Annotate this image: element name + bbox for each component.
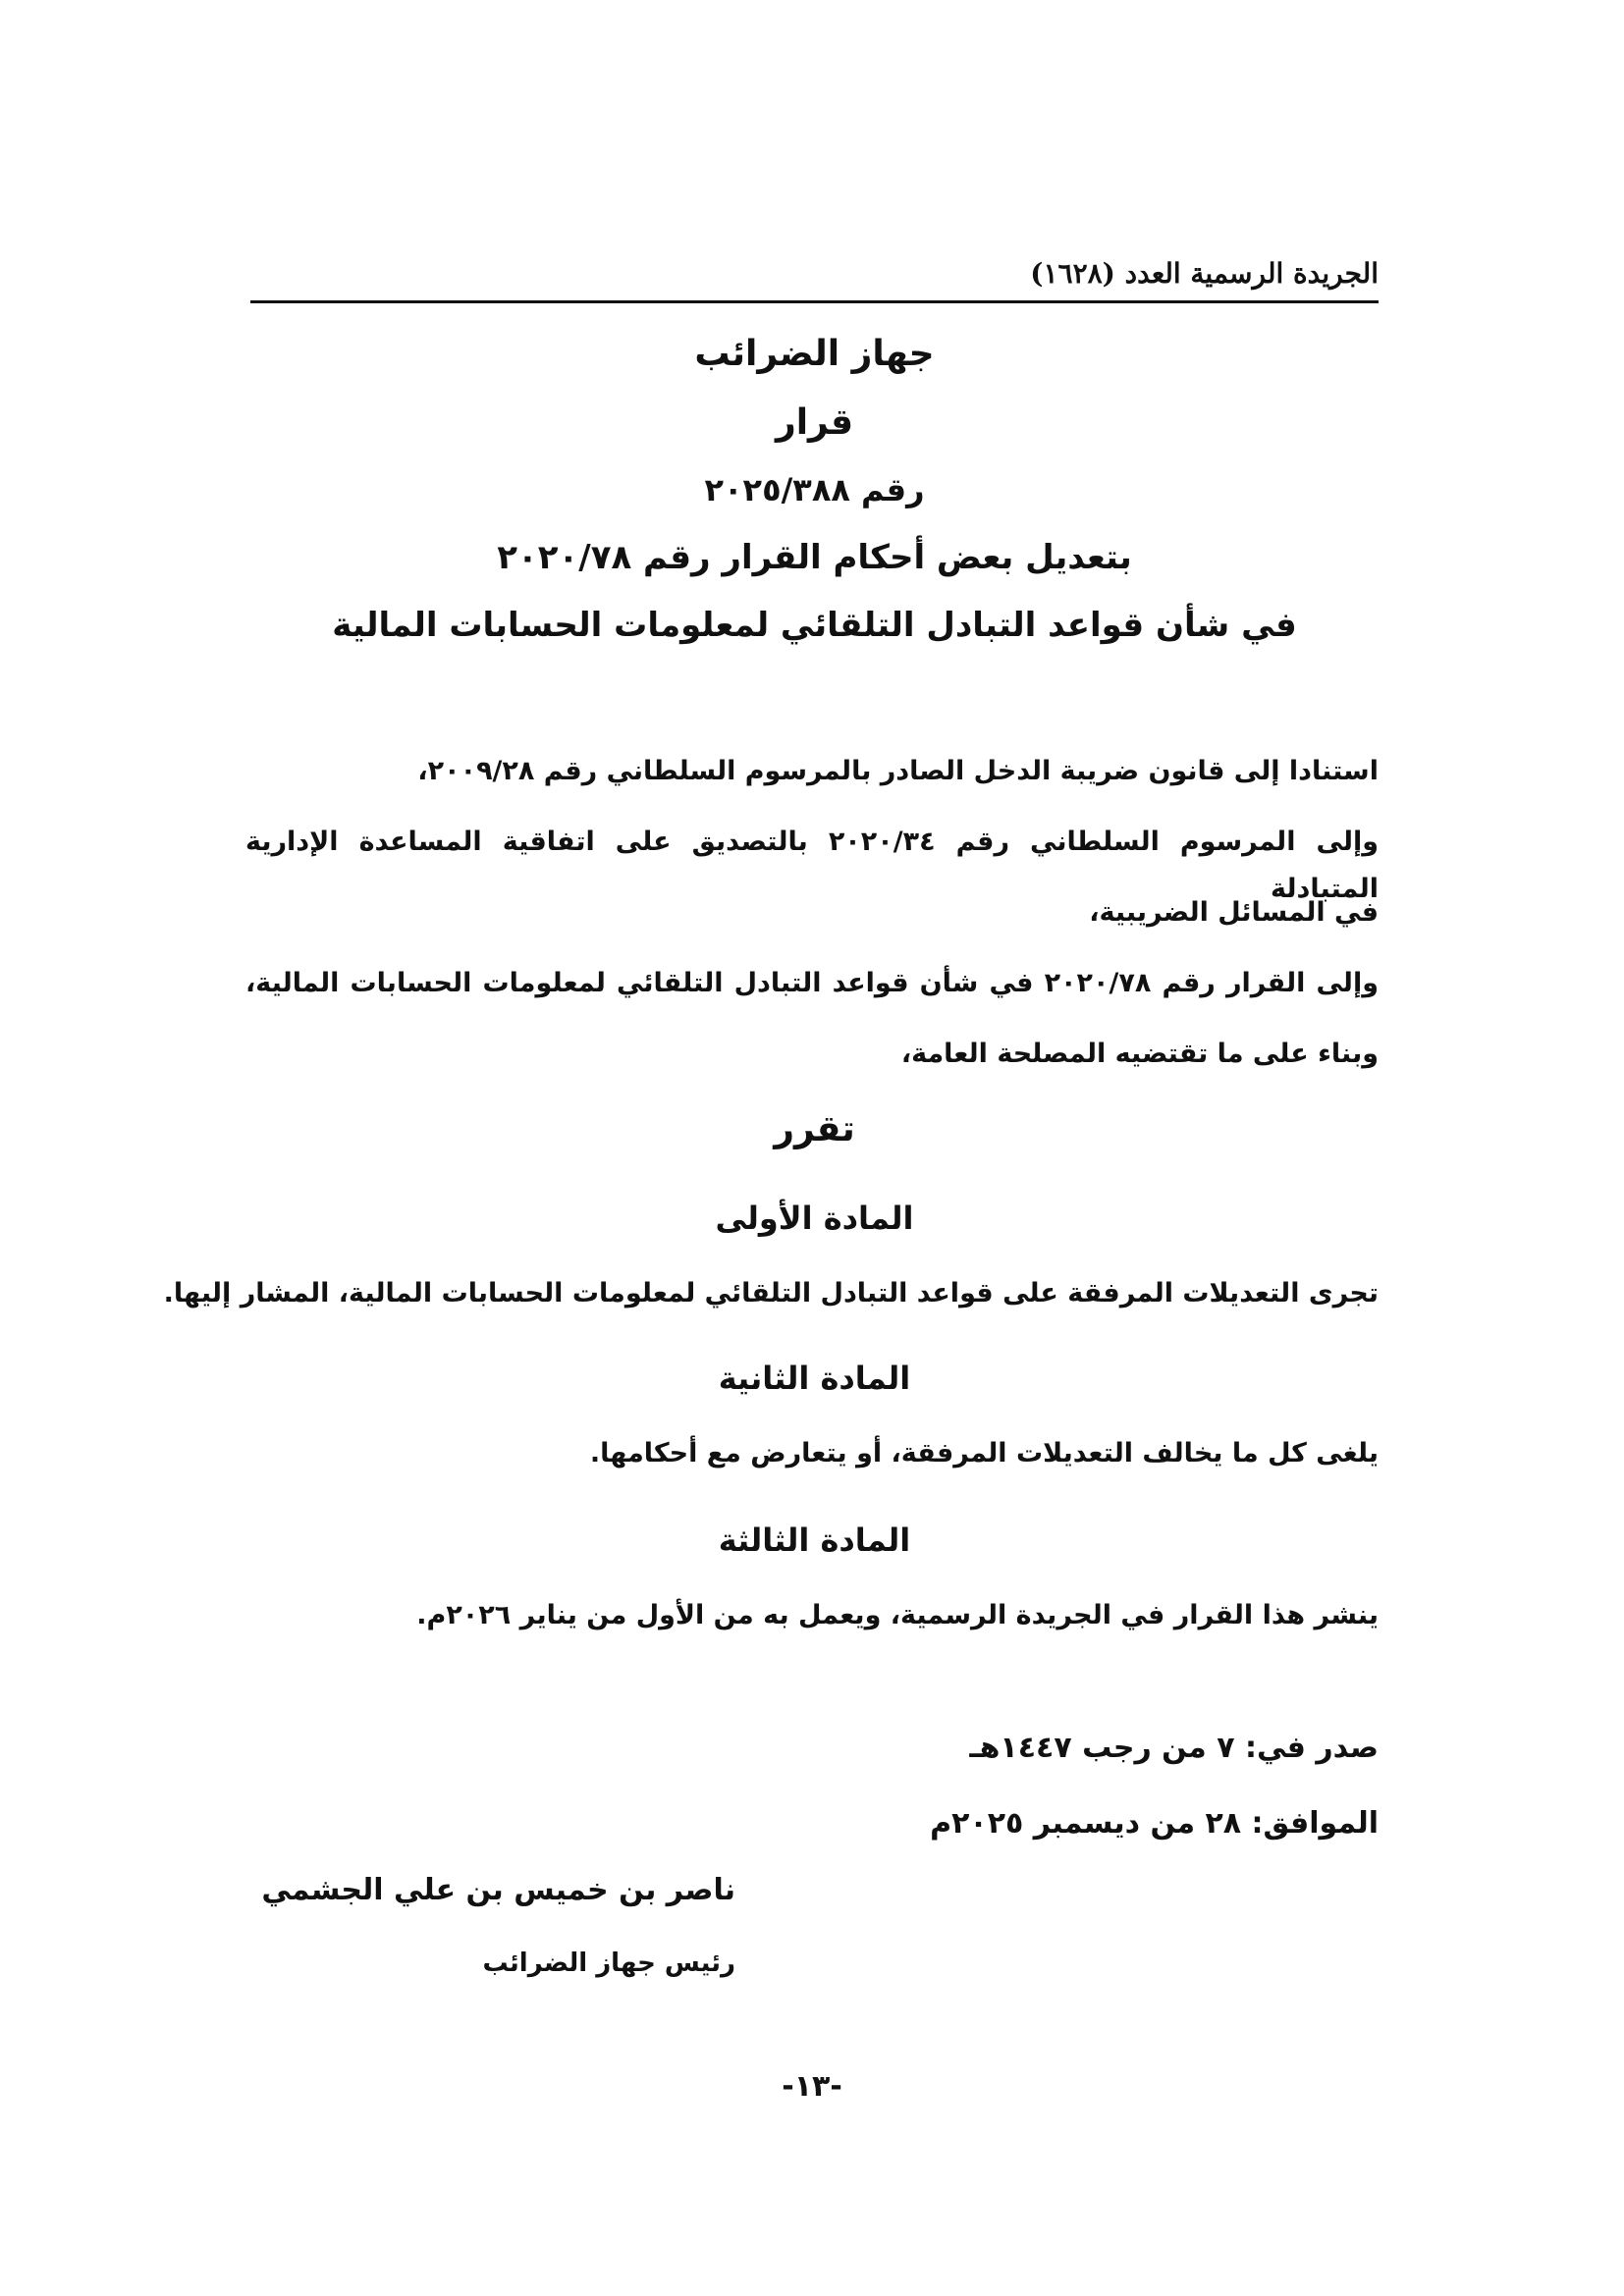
preamble-line: استنادا إلى قانون ضريبة الدخل الصادر بالمرسوم السلطاني رقم ٢٠٠٩/٢٨،: [417, 756, 1379, 786]
decision-heading: قرار: [775, 402, 854, 443]
article-3-text: ينشر هذا القرار في الجريدة الرسمية، ويعمل به من الأول من يناير ٢٠٢٦م.: [416, 1600, 1379, 1630]
decision-subject-line1: بتعديل بعض أحكام القرار رقم ٢٠٢٠/٧٨: [497, 538, 1132, 577]
signatory-title: رئيس جهاز الضرائب: [482, 1949, 735, 1978]
page-number: -١٣-: [782, 2069, 842, 2104]
preamble-line: وإلى القرار رقم ٢٠٢٠/٧٨ في شأن قواعد التبادل التلقائي لمعلومات الحسابات المالية،: [245, 968, 1379, 998]
preamble-line: في المسائل الضريبية،: [1089, 897, 1379, 928]
resolve-heading: تقرر: [774, 1109, 855, 1149]
decision-subject-line2: في شأن قواعد التبادل التلقائي لمعلومات الحسابات المالية: [332, 606, 1297, 645]
decision-number: رقم ٢٠٢٥/٣٨٨: [704, 471, 925, 508]
gazette-title: الجريدة الرسمية العدد (١٦٢٨): [1030, 257, 1379, 290]
signatory-name: ناصر بن خميس بن علي الجشمي: [261, 1873, 735, 1907]
issuing-authority: جهاز الضرائب: [694, 334, 935, 374]
article-2-title: المادة الثانية: [718, 1360, 911, 1397]
issue-date-gregorian: الموافق: ٢٨ من ديسمبر ٢٠٢٥م: [930, 1806, 1379, 1841]
preamble-line: وإلى المرسوم السلطاني رقم ٢٠٢٠/٣٤ بالتصديق على اتفاقية المساعدة الإدارية المتبادلة: [245, 827, 1379, 904]
issue-date-hijri: صدر في: ٧ من رجب ١٤٤٧هـ: [969, 1731, 1379, 1765]
article-2-text: يلغى كل ما يخالف التعديلات المرفقة، أو يتعارض مع أحكامها.: [589, 1438, 1379, 1468]
article-1-title: المادة الأولى: [715, 1200, 914, 1237]
preamble-line: وبناء على ما تقتضيه المصلحة العامة،: [900, 1039, 1379, 1069]
article-1-text: تجرى التعديلات المرفقة على قواعد التبادل التلقائي لمعلومات الحسابات المالية، المشار إليها.: [163, 1278, 1379, 1308]
article-3-title: المادة الثالثة: [718, 1522, 911, 1559]
gazette-header: [250, 257, 1379, 303]
preamble: [245, 748, 1379, 1101]
